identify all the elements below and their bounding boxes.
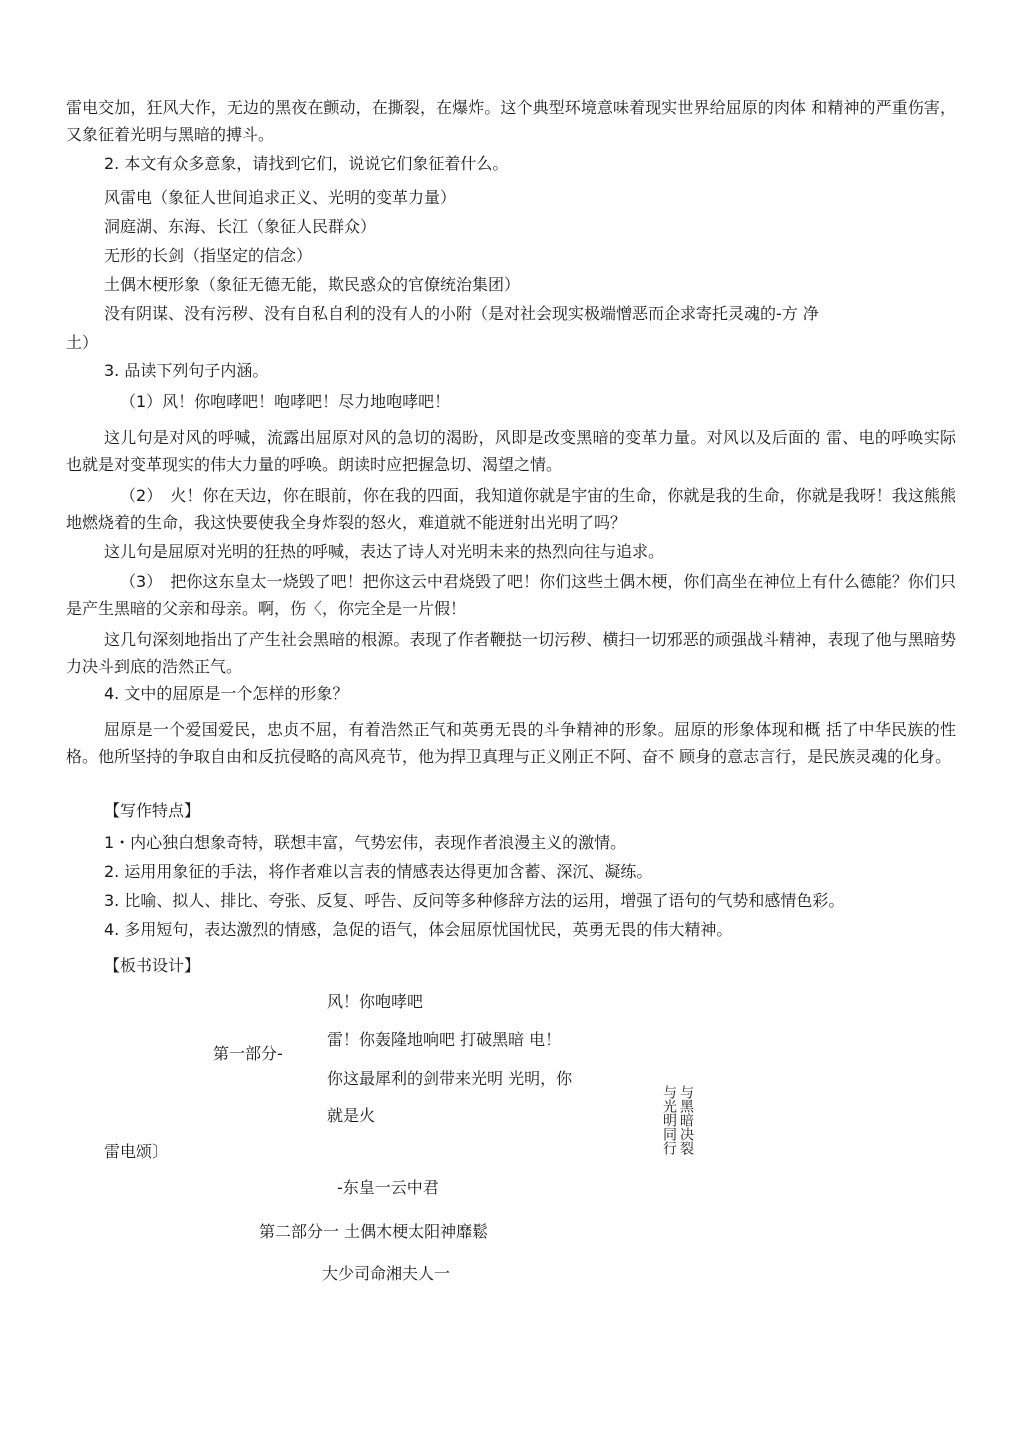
question-4: 4. 文中的屈原是一个怎样的形象？	[104, 684, 349, 703]
sentence-3: （3） 把你这东皇太一烧毁了吧！把你这云中君烧毁了吧！你们这些土偶木梗，你们高坐在神位上有什么德能？你们只是产生黑暗的父亲和母亲。啊，伤〈，你完全是一片假！	[66, 572, 956, 618]
writing-point: 4. 多用短句，表达激烈的情感，急促的语气，体会屈原忧国忧民，英勇无畏的伟大精神。	[104, 920, 733, 939]
board-line-sword: 你这最犀利的剑带来光明 光明，你	[327, 1069, 573, 1088]
analysis-1: 这儿句是对风的呼喊，流露出屈原对风的急切的渴盼，风即是改变黑暗的变革力量。对风以及后面的 雷、电的呼唤实际也就是对变革现实的伟大力量的呼唤。朗读时应把握急切、渴望之情。	[66, 428, 956, 474]
imagery-item: 洞庭湖、东海、长江（象征人民群众）	[104, 217, 377, 236]
question-2: 2. 本文有众多意象，请找到它们，说说它们象征着什么。	[104, 154, 509, 173]
board-vertical-col2: 与光明同行	[661, 1085, 677, 1155]
imagery-item: 风雷电（象征人世间追求正义、光明的变革力量）	[104, 188, 457, 207]
writing-point: 3. 比喻、拟人、排比、夸张、反复、呼告、反问等多种修辞方法的运用，增强了语句的气势和感情色彩。	[104, 891, 845, 910]
board-vertical-col1: 与黑暗决裂	[678, 1085, 694, 1155]
writing-point: 1・内心独白想象奇特，联想丰富，气势宏伟，表现作者浪漫主义的激情。	[104, 833, 627, 852]
question-3: 3. 品读下列句子内涵。	[104, 361, 269, 380]
board-heading: 【板书设计】	[104, 956, 201, 975]
board-line-thunder: 雷！你轰隆地响吧 打破黑暗 电！	[327, 1030, 562, 1049]
board-part-2: 第二部分一 土偶木梗太阳神靡鬆	[259, 1222, 489, 1241]
board-part-1: 第一部分-	[213, 1044, 283, 1063]
writing-heading: 【写作特点】	[104, 801, 201, 820]
imagery-item: 土）	[66, 333, 99, 352]
board-line-gods: -东皇一云中君	[337, 1178, 439, 1197]
board-title: 雷电颂〕	[104, 1142, 169, 1161]
imagery-item: 没有阴谋、没有污秽、没有自私自利的没有人的小附（是对社会现实极端憎恶而企求寄托灵魂的-方 净	[104, 304, 819, 323]
analysis-4: 屈原是一个爱国爱民，忠贞不屈，有着浩然正气和英勇无畏的斗争精神的形象。屈原的形象体现和概 括了中华民族的性格。他所坚持的争取自由和反抗侵略的高风亮节，他为捍卫真理与正义刚正不阿、奋不 顾身的意志言行，是民族灵魂的化身。	[66, 720, 956, 766]
imagery-item: 无形的长剑（指坚定的信念）	[104, 246, 313, 265]
imagery-item: 土偶木梗形象（象征无德无能，欺民惑众的官僚统治集团）	[104, 275, 521, 294]
sentence-2: （2） 火！你在天边，你在眼前，你在我的四面，我知道你就是宇宙的生命，你就是我的生命，你就是我呀！我这熊熊地燃烧着的生命，我这快要使我全身炸裂的怒火，难道就不能迸射出光明了吗？	[66, 486, 956, 532]
board-line-wind: 风！你咆哮吧	[327, 992, 424, 1011]
writing-point: 2. 运用用象征的手法，将作者难以言表的情感表达得更加含蓄、深沉、凝练。	[104, 862, 653, 881]
analysis-2: 这儿句是屈原对光明的狂热的呼喊，表达了诗人对光明未来的热烈向往与追求。	[104, 542, 665, 561]
board-line-siming: 大少司命湘夫人一	[322, 1264, 451, 1283]
paragraph-intro: 雷电交加，狂风大作，无边的黑夜在颤动，在撕裂，在爆炸。这个典型环境意味着现实世界给屈原的肉体 和精神的严重伤害，又象征着光明与黑暗的搏斗。	[66, 98, 956, 144]
board-line-fire: 就是火	[327, 1106, 376, 1125]
analysis-3: 这几句深刻地指出了产生社会黑暗的根源。表现了作者鞭挞一切污秽、横扫一切邪恶的顽强战斗精神，表现了他与黑暗势力决斗到底的浩然正气。	[66, 630, 956, 676]
sentence-1: （1）风！你咆哮吧！咆哮吧！尽力地咆哮吧！	[120, 392, 451, 411]
